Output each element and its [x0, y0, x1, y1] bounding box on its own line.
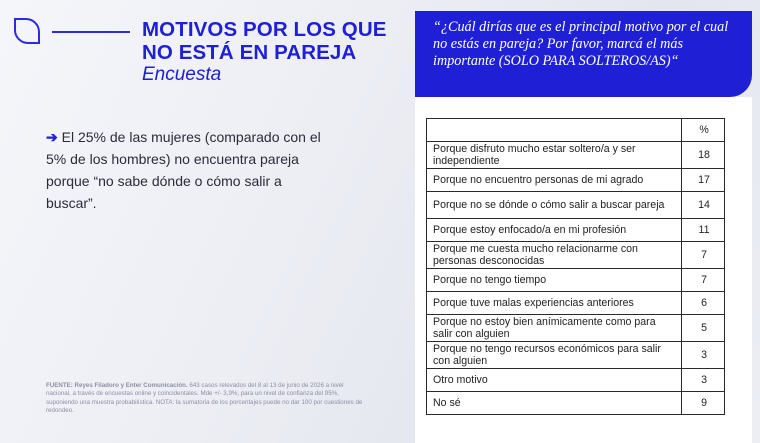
row-percent: 3 — [682, 342, 725, 369]
survey-question — [415, 11, 752, 97]
row-percent: 5 — [682, 315, 725, 342]
table-row — [427, 342, 725, 369]
survey-question-text: “¿Cuál dirías que es el principal motivo por el cual no estás en pareja? Por favor, marcá el más importante (SOLO PARA SOLTEROS/AS)“ — [433, 19, 729, 69]
table-row — [427, 369, 725, 392]
table-body — [427, 142, 725, 415]
row-percent: 14 — [682, 192, 725, 219]
table-row — [427, 169, 725, 192]
row-percent: 7 — [682, 269, 725, 292]
header-motive — [427, 119, 682, 142]
row-percent: 9 — [682, 392, 725, 415]
table-row — [427, 292, 725, 315]
corner-logo-icon — [14, 18, 40, 44]
row-motive: Porque disfruto mucho estar soltero/a y ser independiente — [427, 142, 682, 169]
arrow-right-icon: ➔ — [46, 129, 58, 145]
row-percent: 11 — [682, 219, 725, 242]
table-row — [427, 269, 725, 292]
row-motive: Porque no encuentro personas de mi agrado — [427, 169, 682, 192]
page-subtitle: Encuesta — [142, 64, 222, 85]
page-title-line1: MOTIVOS POR LOS QUE — [142, 18, 387, 41]
page-title-line2: NO ESTÁ EN PAREJA — [142, 41, 357, 64]
key-finding — [46, 126, 326, 214]
row-motive: Porque no estoy bien anímicamente como para salir con alguien — [427, 315, 682, 342]
row-motive: No sé — [427, 392, 682, 415]
table-header-row — [427, 119, 725, 142]
title-divider-line — [52, 31, 130, 33]
row-motive: Porque no se dónde o cómo salir a buscar pareja — [427, 192, 682, 219]
table-row — [427, 192, 725, 219]
table-row — [427, 242, 725, 269]
table-row — [427, 315, 725, 342]
results-table — [426, 118, 725, 415]
row-percent: 17 — [682, 169, 725, 192]
row-motive: Porque estoy enfocado/a en mi profesión — [427, 219, 682, 242]
source-note — [46, 382, 368, 416]
table-row — [427, 219, 725, 242]
table-row — [427, 392, 725, 415]
row-motive: Porque me cuesta mucho relacionarme con personas desconocidas — [427, 242, 682, 269]
source-text: 643 casos relevados del 8 al 13 de junio de 2026 a nivel nacional, a través de encuestas online y coincidentales. Mde +/- 3,9%, para un nivel de confianza del 95%, suponiendo una muestra probabilística. NOTA: la sumatoria de los porcentajes puede no dar 100 por cuestiones de redondeo. — [46, 382, 363, 415]
row-percent: 7 — [682, 242, 725, 269]
header-percent: % — [682, 119, 725, 142]
row-motive: Porque no tengo recursos económicos para salir con alguien — [427, 342, 682, 369]
row-percent: 18 — [682, 142, 725, 169]
table-row — [427, 142, 725, 169]
row-percent: 6 — [682, 292, 725, 315]
source-label: FUENTE: Reyes Filadoro y Enter Comunicación. — [46, 382, 188, 389]
title-block — [142, 18, 412, 86]
key-finding-text: El 25% de las mujeres (comparado con el 5% de los hombres) no encuentra pareja porque “no sabe dónde o cómo salir a buscar”. — [46, 129, 321, 211]
row-percent: 3 — [682, 369, 725, 392]
row-motive: Porque no tengo tiempo — [427, 269, 682, 292]
row-motive: Otro motivo — [427, 369, 682, 392]
row-motive: Porque tuve malas experiencias anteriores — [427, 292, 682, 315]
